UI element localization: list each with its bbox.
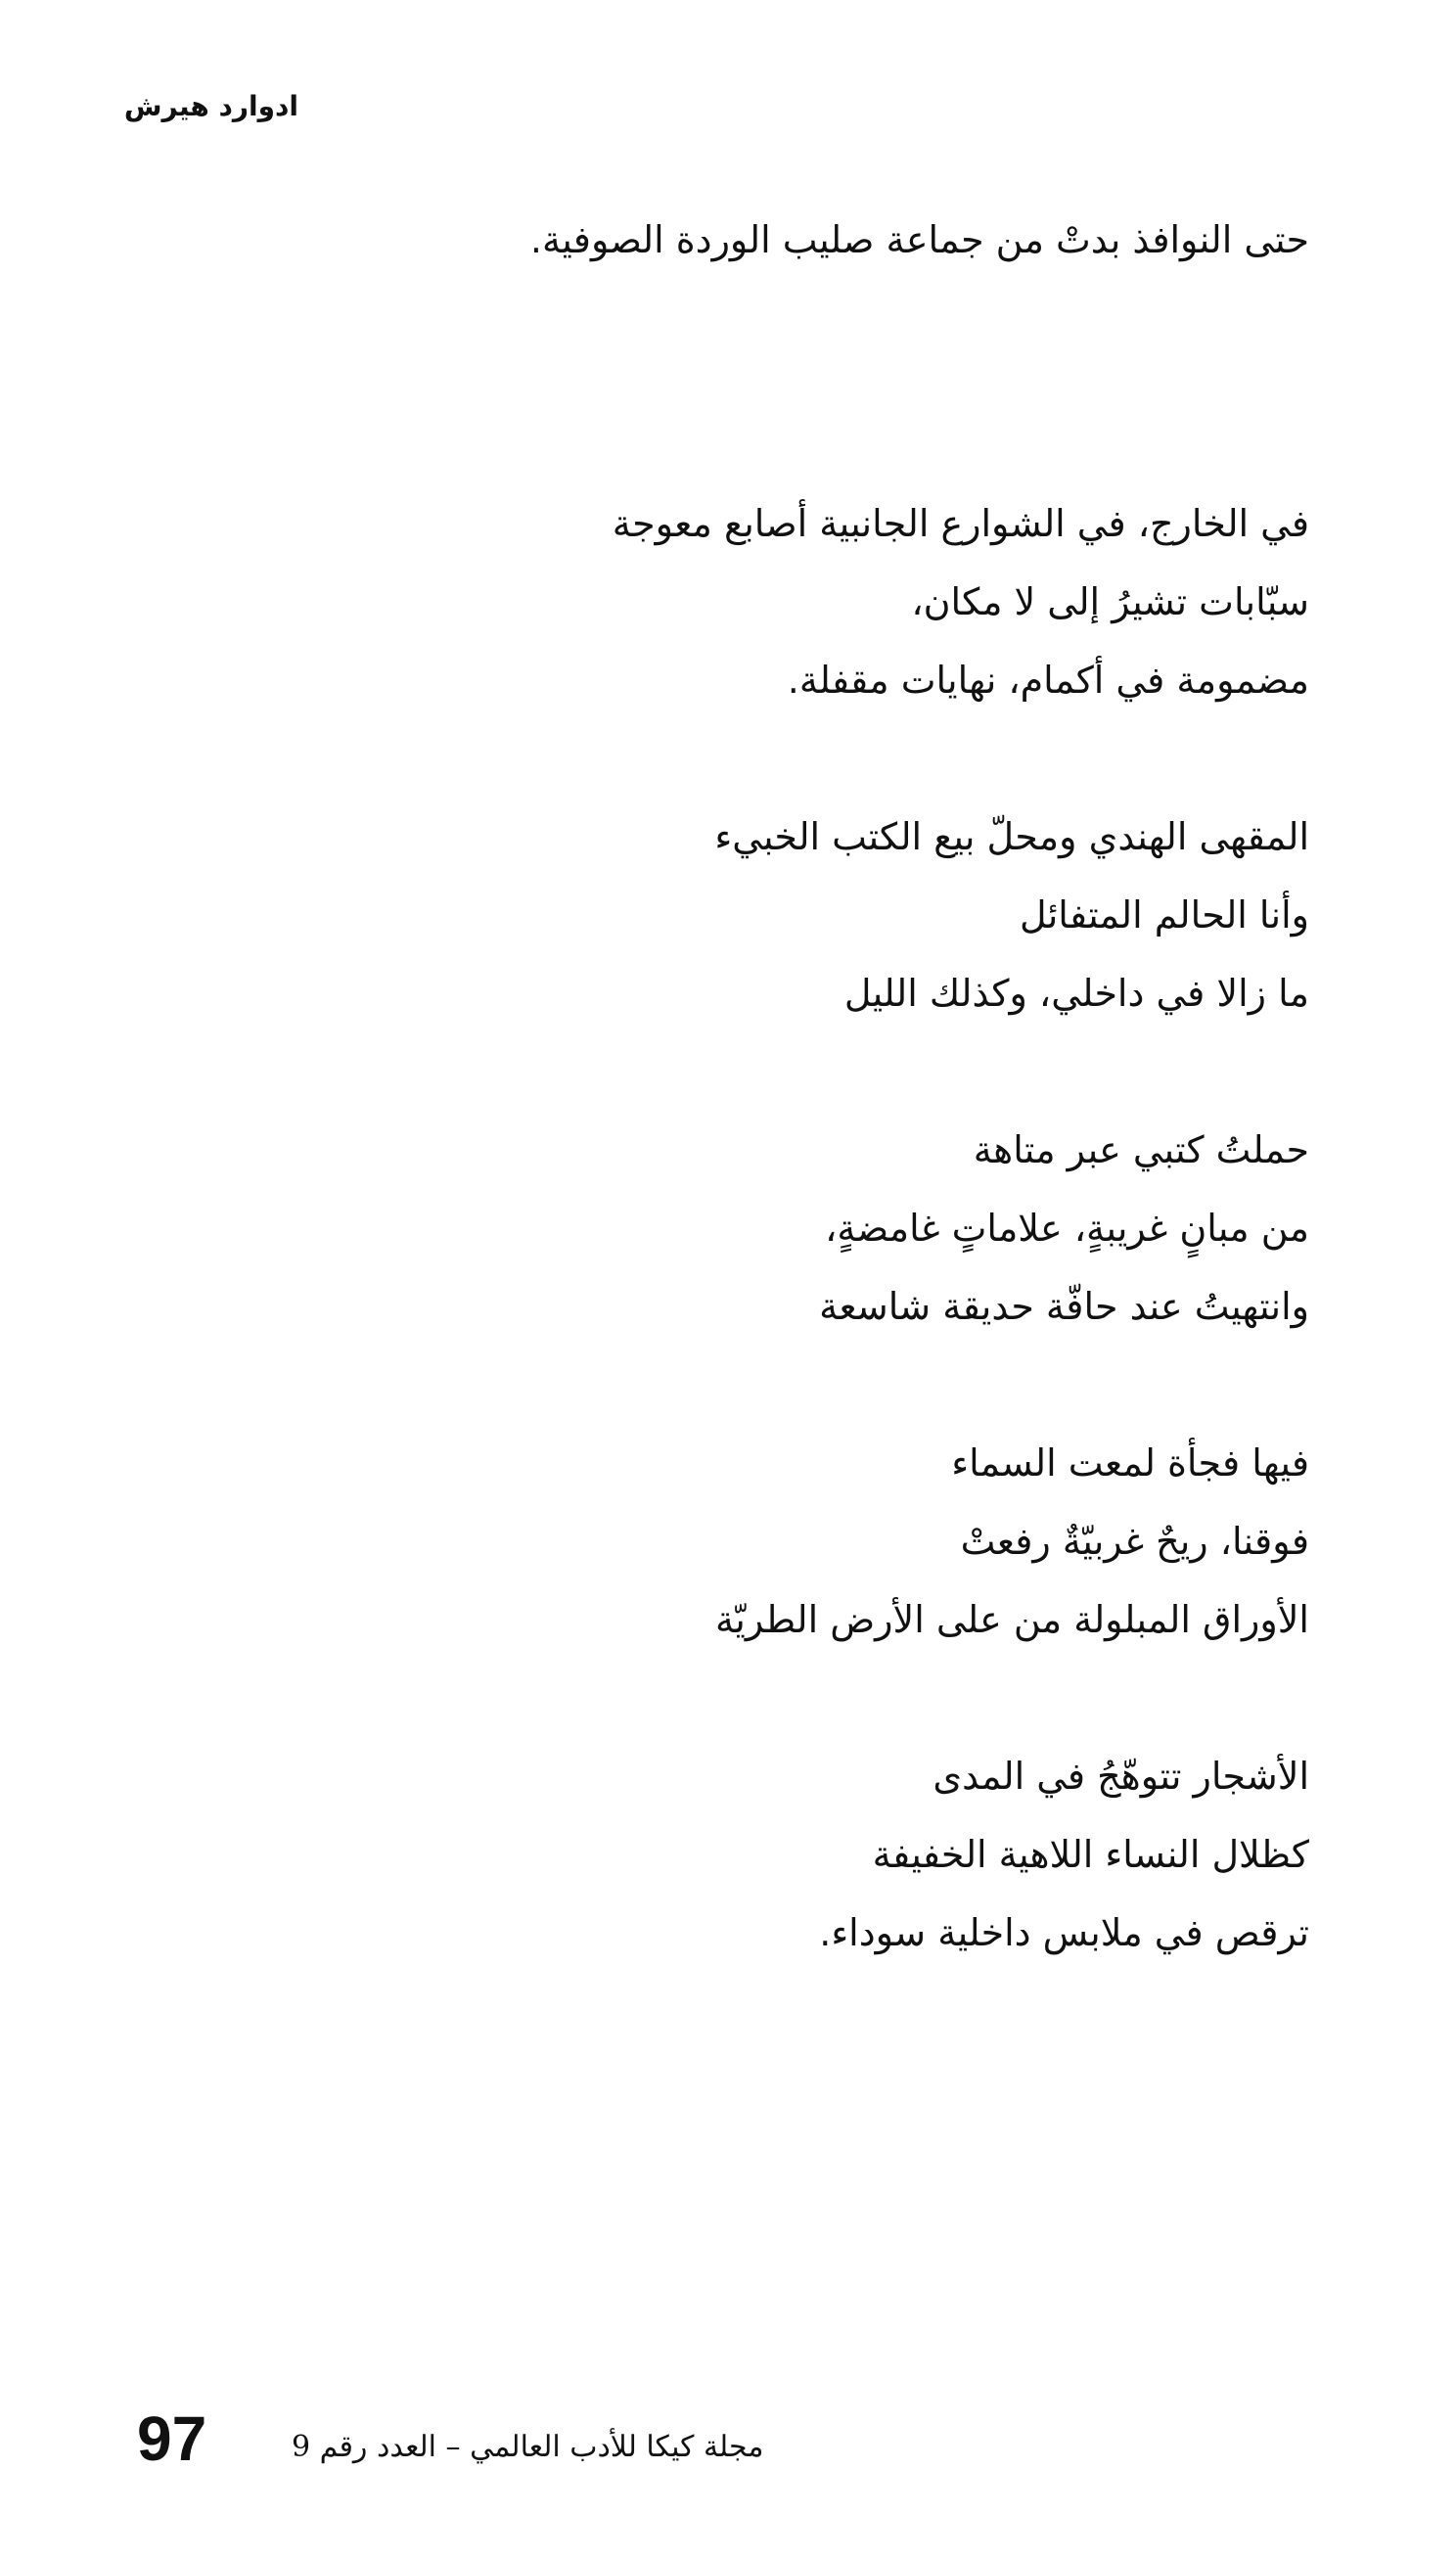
poem-line: فيها فجأة لمعت السماء [951, 1441, 1309, 1485]
poem-line: فوقنا، ريحٌ غربيّةٌ رفعتْ [960, 1520, 1309, 1563]
poem-line: وانتهيتُ عند حافّة حديقة شاسعة [819, 1285, 1309, 1328]
poem-line: كظلال النساء اللاهية الخفيفة [872, 1833, 1309, 1876]
stanza-gap [184, 1659, 1309, 1737]
poem-line: ما زالا في داخلي، وكذلك الليل [843, 972, 1309, 1015]
poem-line: في الخارج، في الشوارع الجانبية أصابع معوجة [612, 502, 1309, 545]
poem-line: من مبانٍ غريبةٍ، علاماتٍ غامضةٍ، [825, 1207, 1309, 1250]
poem-line: حملتُ كتبي عبر متاهة [973, 1128, 1309, 1171]
page-number: 97 [137, 2403, 207, 2474]
stanza-gap [184, 719, 1309, 798]
poem-line: المقهى الهندي ومحلّ بيع الكتب الخبيء [714, 815, 1309, 858]
poem-body [184, 201, 1309, 1972]
stanza-gap [184, 1346, 1309, 1424]
poem-line: حتى النوافذ بدتْ من جماعة صليب الوردة الصوفية. [529, 218, 1309, 261]
stanza-5 [184, 1424, 1309, 1659]
poem-line: وأنا الحالم المتفائل [1019, 893, 1309, 937]
stanza-1 [184, 201, 1309, 279]
poem-line: مضمومة في أكمام، نهايات مقفلة. [787, 659, 1309, 702]
stanza-gap [184, 279, 1309, 484]
journal-footer: مجلة كيكا للأدب العالمي – العدد رقم 9 [292, 2430, 764, 2464]
poem-line: الأشجار تتوهّجُ في المدى [933, 1755, 1309, 1798]
stanza-gap [184, 1032, 1309, 1111]
stanza-4 [184, 1111, 1309, 1346]
stanza-6 [184, 1737, 1309, 1972]
author-name: ادوارد هيرش [123, 90, 298, 122]
poem-line: ترقص في ملابس داخلية سوداء. [819, 1911, 1309, 1954]
stanza-3 [184, 798, 1309, 1032]
poem-line: سبّابات تشيرُ إلى لا مكان، [911, 580, 1309, 623]
stanza-2 [184, 484, 1309, 719]
poem-line: الأوراق المبلولة من على الأرض الطريّة [714, 1598, 1309, 1641]
